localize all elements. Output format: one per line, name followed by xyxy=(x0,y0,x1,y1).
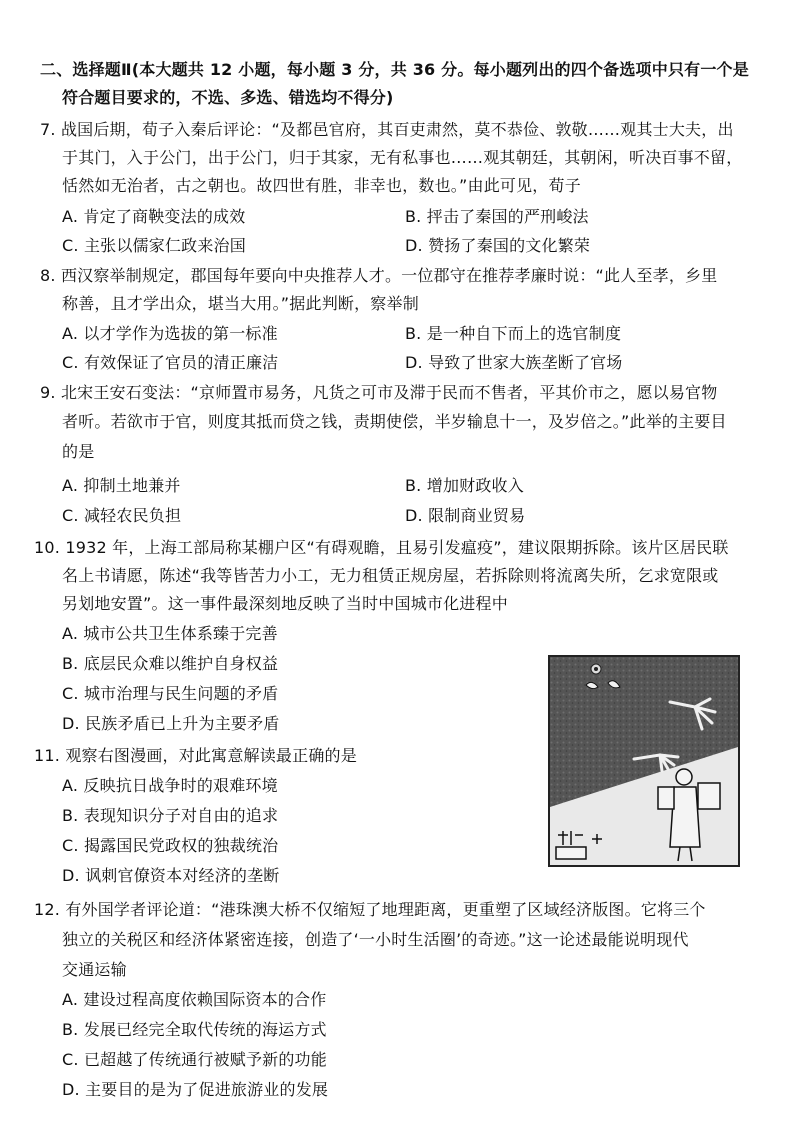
question-11-option-a: A. 反映抗日战争时的艰难环境 xyxy=(62,776,278,795)
question-8-option-d: D. 导致了世家大族垄断了官场 xyxy=(405,353,623,372)
question-11-option-b: B. 表现知识分子对自由的追求 xyxy=(62,806,279,825)
question-10-option-a: A. 城市公共卫生体系臻于完善 xyxy=(62,624,278,643)
question-9-stem-line-2: 者听。若欲市于官，则度其抵而贷之钱，责期使偿，半岁输息十一，及岁倍之。”此举的主要目 xyxy=(62,412,727,431)
question-11-stem: 11. 观察右图漫画，对此寓意解读最正确的是 xyxy=(34,746,357,765)
question-7-stem-line-3: 恬然如无治者，古之朝也。故四世有胜，非幸也，数也。”由此可见，荀子 xyxy=(62,176,581,195)
cartoon-illustration xyxy=(548,655,740,867)
question-10-option-c: C. 城市治理与民生问题的矛盾 xyxy=(62,684,279,703)
question-8-option-c: C. 有效保证了官员的清正廉洁 xyxy=(62,353,279,372)
question-9-option-d: D. 限制商业贸易 xyxy=(405,506,526,525)
question-9-stem-line-3: 的是 xyxy=(62,442,95,461)
question-10-stem-line-1: 10. 1932 年，上海工部局称某棚户区“有碍观瞻，且易引发瘟疫”，建议限期拆除。该片区居民联 xyxy=(34,538,729,557)
question-9-option-a: A. 抑制土地兼并 xyxy=(62,476,181,495)
question-11-option-d: D. 讽刺官僚资本对经济的垄断 xyxy=(62,866,280,885)
question-12-stem-line-2: 独立的关税区和经济体紧密连接，创造了‘一小时生活圈’的奇迹。”这一论述最能说明现代 xyxy=(62,930,689,949)
question-7-stem-line-1: 7. 战国后期，荀子入秦后评论：“及都邑官府，其百吏肃然，莫不恭俭、敦敬……观其士大夫，出 xyxy=(40,120,734,139)
question-8-option-b: B. 是一种自下而上的选官制度 xyxy=(405,324,622,343)
question-8-option-a: A. 以才学作为选拔的第一标准 xyxy=(62,324,278,343)
question-12-option-d: D. 主要目的是为了促进旅游业的发展 xyxy=(62,1080,329,1099)
question-10-option-b: B. 底层民众难以维护自身权益 xyxy=(62,654,279,673)
section-header-line-1: 二、选择题Ⅱ(本大题共 12 小题，每小题 3 分，共 36 分。每小题列出的四个备选项中只有一个是 xyxy=(40,60,749,79)
question-7-option-d: D. 赞扬了秦国的文化繁荣 xyxy=(405,236,591,255)
question-7-stem-line-2: 于其门，入于公门，出于公门，归于其家，无有私事也……观其朝廷，其朝闲，听决百事不留， xyxy=(62,148,743,167)
question-12-option-c: C. 已超越了传统通行被赋予新的功能 xyxy=(62,1050,327,1069)
cartoon-drawing xyxy=(550,657,738,865)
question-8-stem-line-1: 8. 西汉察举制规定，郡国每年要向中央推荐人才。一位郡守在推荐孝廉时说：“此人至孝，乡里 xyxy=(40,266,718,285)
question-9-stem-line-1: 9. 北宋王安石变法：“京师置市易务，凡货之可市及滞于民而不售者，平其价市之，愿以易官物 xyxy=(40,383,718,402)
question-11-option-c: C. 揭露国民党政权的独裁统治 xyxy=(62,836,279,855)
question-12-option-b: B. 发展已经完全取代传统的海运方式 xyxy=(62,1020,327,1039)
question-7-option-b: B. 抨击了秦国的严刑峻法 xyxy=(405,207,589,226)
question-10-stem-line-2: 名上书请愿，陈述“我等皆苦力小工，无力租赁正规房屋，若拆除则将流离失所，乞求宽限或 xyxy=(62,566,719,585)
section-header-line-2: 符合题目要求的，不选、多选、错选均不得分) xyxy=(62,88,394,107)
question-10-stem-line-3: 另划地安置”。这一事件最深刻地反映了当时中国城市化进程中 xyxy=(62,594,508,613)
question-12-stem-line-1: 12. 有外国学者评论道：“港珠澳大桥不仅缩短了地理距离，更重塑了区域经济版图。它将三个 xyxy=(34,900,706,919)
question-10-option-d: D. 民族矛盾已上升为主要矛盾 xyxy=(62,714,280,733)
question-9-option-c: C. 减轻农民负担 xyxy=(62,506,182,525)
question-7-option-a: A. 肯定了商鞅变法的成效 xyxy=(62,207,246,226)
question-9-option-b: B. 增加财政收入 xyxy=(405,476,524,495)
question-12-option-a: A. 建设过程高度依赖国际资本的合作 xyxy=(62,990,327,1009)
question-7-option-c: C. 主张以儒家仁政来治国 xyxy=(62,236,246,255)
question-8-stem-line-2: 称善，且才学出众，堪当大用。”据此判断，察举制 xyxy=(62,294,419,313)
question-12-stem-line-3: 交通运输 xyxy=(62,960,127,979)
